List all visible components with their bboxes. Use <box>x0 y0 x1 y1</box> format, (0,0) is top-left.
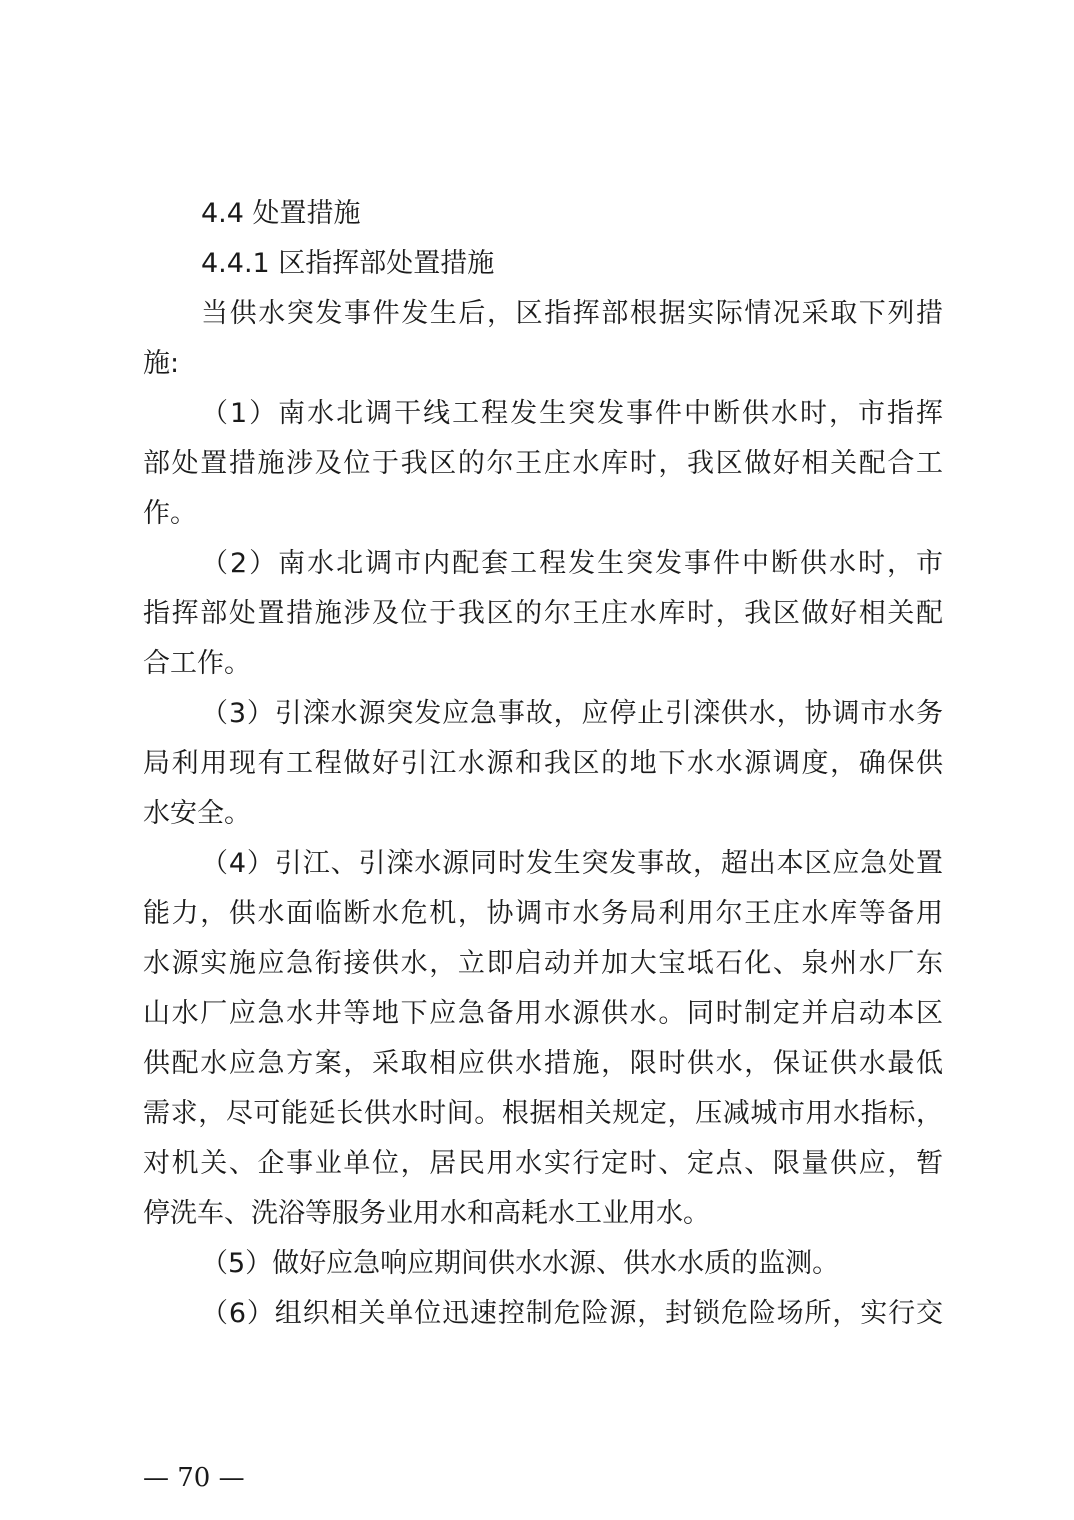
item-1-line-2: 部处置措施涉及位于我区的尔王庄水库时，我区做好相关配合工 <box>143 448 943 479</box>
item-5-line-1: （5）做好应急响应期间供水水源、供水水质的监测。 <box>201 1248 840 1279</box>
item-4-line-8: 停洗车、洗浴等服务业用水和高耗水工业用水。 <box>143 1198 710 1229</box>
section-heading: 4.4 处置措施 <box>201 198 361 229</box>
item-3-line-3: 水安全。 <box>143 798 251 829</box>
item-4-line-1: （4）引江、引滦水源同时发生突发事故，超出本区应急处置 <box>201 848 943 879</box>
item-1-line-1: （1）南水北调干线工程发生突发事件中断供水时，市指挥 <box>201 398 943 429</box>
item-4-line-2: 能力，供水面临断水危机，协调市水务局利用尔王庄水库等备用 <box>143 898 943 929</box>
item-4-line-5: 供配水应急方案，采取相应供水措施，限时供水，保证供水最低 <box>143 1048 943 1079</box>
subsection-heading: 4.4.1 区指挥部处置措施 <box>201 248 495 279</box>
paragraph-intro-line-2: 施: <box>143 348 180 379</box>
item-2-line-2: 指挥部处置措施涉及位于我区的尔王庄水库时，我区做好相关配 <box>143 598 943 629</box>
item-4-line-6: 需求，尽可能延长供水时间。根据相关规定，压减城市用水指标， <box>143 1098 943 1129</box>
item-4-line-7: 对机关、企事业单位，居民用水实行定时、定点、限量供应，暂 <box>143 1148 943 1179</box>
item-6-line-1: （6）组织相关单位迅速控制危险源，封锁危险场所，实行交 <box>201 1298 943 1329</box>
item-3-line-1: （3）引滦水源突发应急事故，应停止引滦供水，协调市水务 <box>201 698 943 729</box>
item-4-line-3: 水源实施应急衔接供水，立即启动并加大宝坻石化、泉州水厂东 <box>143 948 943 979</box>
page-number: — 70 — <box>143 1463 245 1493</box>
item-3-line-2: 局利用现有工程做好引江水源和我区的地下水水源调度，确保供 <box>143 748 943 779</box>
item-4-line-4: 山水厂应急水井等地下应急备用水源供水。同时制定并启动本区 <box>143 998 943 1029</box>
item-2-line-3: 合工作。 <box>143 648 251 679</box>
item-2-line-1: （2）南水北调市内配套工程发生突发事件中断供水时，市 <box>201 548 943 579</box>
paragraph-intro-line-1: 当供水突发事件发生后，区指挥部根据实际情况采取下列措 <box>201 298 943 329</box>
item-1-line-3: 作。 <box>143 498 197 529</box>
